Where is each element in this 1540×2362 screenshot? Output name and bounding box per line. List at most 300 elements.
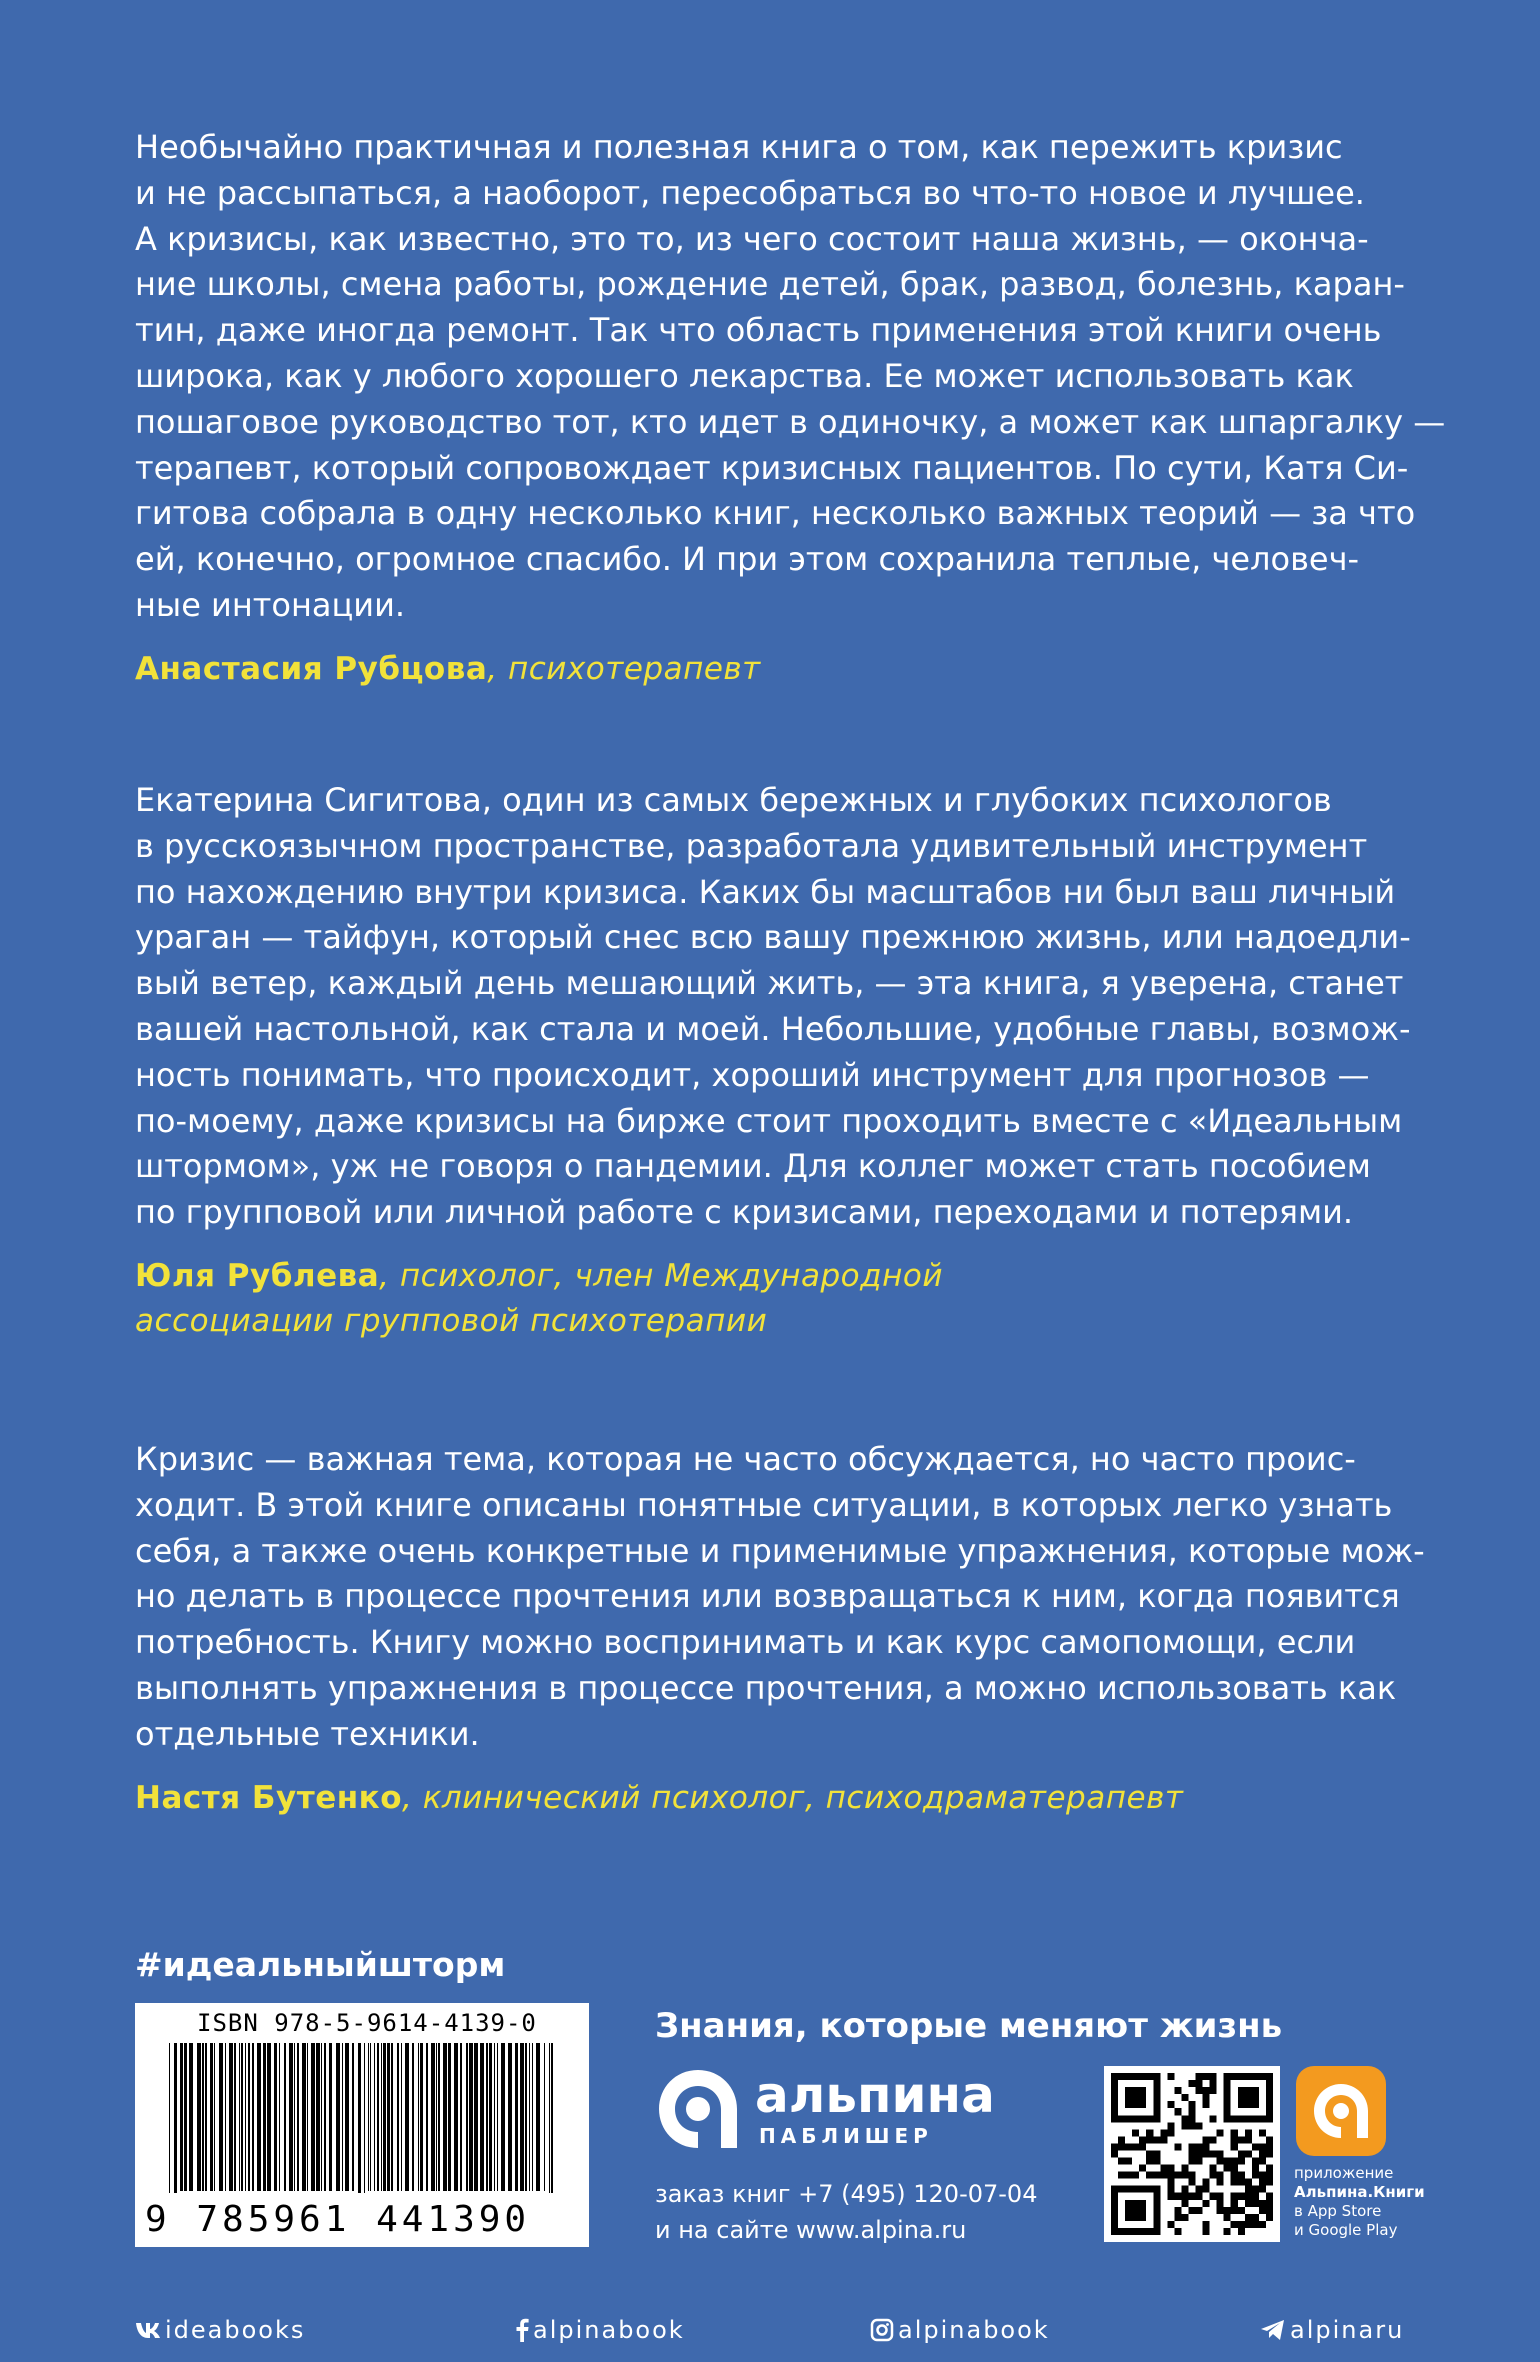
qr-module <box>1174 2207 1181 2214</box>
qr-module <box>1146 2129 1153 2136</box>
review-line: себя, а также очень конкретные и применимые упражнения, которые мож- <box>135 1531 1425 1570</box>
qr-module <box>1252 2172 1259 2179</box>
review-line: по-моему, даже кризисы на бирже стоит проходить вместе с «Идеальным <box>135 1101 1403 1140</box>
qr-module <box>1259 2179 1266 2186</box>
review-1 <box>135 125 1446 692</box>
barcode-bar <box>202 2043 204 2191</box>
qr-module <box>1203 2073 1210 2080</box>
qr-module <box>1210 2150 1217 2157</box>
barcode-bar <box>245 2043 246 2191</box>
qr-module <box>1146 2172 1153 2179</box>
signature-line <box>135 1254 1405 1299</box>
barcode-bar <box>370 2043 371 2191</box>
qr-module <box>1259 2186 1266 2193</box>
barcode-bar <box>391 2043 393 2191</box>
order-info <box>655 2176 1037 2248</box>
qr-module <box>1196 2143 1203 2150</box>
facebook-icon <box>515 2318 529 2342</box>
review-author: Анастасия Рубцова <box>135 650 488 687</box>
barcode-bar <box>174 2043 177 2193</box>
barcode-bar <box>345 2043 349 2191</box>
qr-module <box>1231 2193 1238 2200</box>
review-line: ей, конечно, огромное спасибо. И при этом сохранила теплые, человеч- <box>135 540 1360 579</box>
barcode-bar <box>532 2043 533 2191</box>
qr-module <box>1259 2207 1266 2214</box>
barcode-bar <box>397 2043 399 2191</box>
qr-module <box>1196 2122 1203 2129</box>
barcode-bar <box>387 2043 390 2191</box>
qr-module <box>1238 2179 1245 2186</box>
qr-module <box>1245 2214 1252 2221</box>
barcode-bar <box>189 2043 193 2191</box>
qr-module <box>1181 2172 1188 2179</box>
qr-module <box>1217 2200 1224 2207</box>
facebook-handle: alpinabook <box>533 2316 685 2344</box>
qr-module <box>1217 2129 1224 2136</box>
qr-module <box>1217 2193 1224 2200</box>
qr-module <box>1167 2122 1174 2129</box>
qr-module <box>1252 2143 1259 2150</box>
barcode-bar <box>377 2043 379 2191</box>
review-line: вашей настольной, как стала и моей. Небольшие, удобные главы, возмож- <box>135 1009 1411 1048</box>
qr-module <box>1210 2073 1217 2080</box>
qr-module <box>1160 2136 1167 2143</box>
qr-module <box>1188 2193 1195 2200</box>
qr-module <box>1181 2186 1188 2193</box>
social-instagram[interactable] <box>870 2316 1050 2344</box>
barcode-bar <box>284 2043 286 2191</box>
qr-module <box>1139 2136 1146 2143</box>
barcode-bar <box>497 2043 498 2191</box>
qr-finder-pattern <box>1125 2087 1146 2108</box>
qr-module <box>1196 2186 1203 2193</box>
qr-module <box>1203 2200 1210 2207</box>
barcode-bar <box>294 2043 295 2191</box>
barcode-bar <box>494 2043 495 2191</box>
barcode-bar <box>180 2043 183 2191</box>
qr-module <box>1245 2150 1252 2157</box>
qr-module <box>1238 2228 1245 2235</box>
qr-module <box>1146 2158 1153 2165</box>
qr-module <box>1203 2221 1210 2228</box>
barcode-bar <box>352 2043 354 2191</box>
qr-module <box>1224 2158 1231 2165</box>
barcode-bar <box>169 2043 170 2193</box>
barcode-bar <box>426 2043 428 2191</box>
qr-module <box>1252 2186 1259 2193</box>
barcode-bar <box>474 2043 478 2191</box>
qr-module <box>1167 2186 1174 2193</box>
qr-module <box>1188 2108 1195 2115</box>
publisher-logo <box>655 2066 995 2156</box>
qr-module <box>1238 2193 1245 2200</box>
barcode-bar <box>324 2043 326 2191</box>
qr-module <box>1252 2221 1259 2228</box>
barcode-bar <box>239 2043 240 2191</box>
qr-module <box>1224 2207 1231 2214</box>
qr-module <box>1167 2073 1174 2080</box>
qr-module <box>1266 2214 1273 2221</box>
qr-module <box>1266 2207 1273 2214</box>
barcode-bar <box>420 2043 423 2191</box>
qr-module <box>1111 2143 1118 2150</box>
review-line: но делать в процессе прочтения или возвращаться к ним, когда появится <box>135 1577 1400 1616</box>
barcode-bar <box>210 2043 213 2191</box>
review-text <box>135 778 1411 1236</box>
telegram-icon <box>1260 2319 1286 2341</box>
qr-module <box>1217 2158 1224 2165</box>
qr-module <box>1181 2122 1188 2129</box>
review-text <box>135 125 1446 629</box>
qr-module <box>1210 2165 1217 2172</box>
review-line: по групповой или личной работе с кризисами, переходами и потерями. <box>135 1193 1354 1232</box>
barcode-bar <box>489 2043 492 2191</box>
publisher-subtitle: ПАБЛИШЕР <box>759 2124 933 2148</box>
qr-module <box>1266 2179 1273 2186</box>
qr-module <box>1111 2150 1118 2157</box>
barcode-bar <box>316 2043 320 2191</box>
vk-handle: ideabooks <box>165 2316 306 2344</box>
qr-module <box>1217 2172 1224 2179</box>
barcode-bar <box>297 2043 299 2191</box>
social-links <box>135 2316 1405 2356</box>
qr-module <box>1266 2193 1273 2200</box>
qr-module <box>1167 2221 1174 2228</box>
review-3 <box>135 1437 1425 1821</box>
qr-module <box>1266 2136 1273 2143</box>
review-line: штормом», уж не говоря о пандемии. Для коллег может стать пособием <box>135 1147 1371 1186</box>
barcode-bar <box>401 2043 402 2191</box>
qr-module <box>1118 2143 1125 2150</box>
review-line: ходит. В этой книге описаны понятные ситуации, в которых легко узнать <box>135 1485 1393 1524</box>
review-text <box>135 1437 1425 1758</box>
barcode-bar <box>529 2043 530 2191</box>
order-phone: заказ книг +7 (495) 120-07-04 <box>655 2180 1038 2208</box>
qr-module <box>1196 2073 1203 2080</box>
qr-module <box>1160 2129 1167 2136</box>
qr-module <box>1181 2115 1188 2122</box>
barcode-bar <box>520 2043 524 2191</box>
qr-module <box>1188 2179 1195 2186</box>
qr-module <box>1252 2165 1259 2172</box>
qr-module <box>1259 2200 1266 2207</box>
qr-finder-pattern <box>1125 2200 1146 2221</box>
qr-module <box>1238 2150 1245 2157</box>
barcode-bar <box>486 2043 488 2191</box>
qr-module <box>1196 2193 1203 2200</box>
slogan: Знания, которые меняют жизнь <box>655 2006 1283 2046</box>
review-line: отдельные техники. <box>135 1714 480 1753</box>
barcode-bar <box>383 2043 386 2191</box>
qr-module <box>1188 2143 1195 2150</box>
barcode-bar <box>466 2043 468 2191</box>
review-line: пошаговое руководство тот, кто идет в одиночку, а может как шпаргалку — <box>135 402 1446 441</box>
barcode-bar <box>302 2043 306 2191</box>
qr-module <box>1167 2101 1174 2108</box>
qr-module <box>1245 2221 1252 2228</box>
qr-module <box>1174 2214 1181 2221</box>
review-line: в русскоязычном пространстве, разработала удивительный инструмент <box>135 826 1368 865</box>
qr-module <box>1196 2080 1203 2087</box>
barcode-bar <box>241 2043 243 2191</box>
qr-module <box>1118 2136 1125 2143</box>
isbn-barcode <box>135 2003 589 2247</box>
qr-module <box>1259 2143 1266 2150</box>
qr-module <box>1188 2207 1195 2214</box>
review-line: А кризисы, как известно, это то, из чего состоит наша жизнь, — оконча- <box>135 219 1369 258</box>
barcode-bar <box>418 2043 419 2191</box>
barcode-bar <box>336 2043 340 2191</box>
qr-module <box>1174 2228 1181 2235</box>
barcode-bar <box>329 2043 332 2191</box>
barcode-bar <box>205 2043 207 2191</box>
barcode-bar <box>234 2043 236 2191</box>
qr-module <box>1217 2207 1224 2214</box>
instagram-icon <box>870 2318 894 2342</box>
hashtag: #идеальныйшторм <box>135 1945 506 1984</box>
social-telegram[interactable] <box>1260 2316 1404 2344</box>
barcode-bar <box>214 2043 215 2191</box>
qr-module <box>1132 2143 1139 2150</box>
barcode-bar <box>436 2043 437 2191</box>
qr-module <box>1167 2165 1174 2172</box>
qr-module <box>1245 2186 1252 2193</box>
qr-module <box>1153 2150 1160 2157</box>
qr-module <box>1174 2172 1181 2179</box>
qr-module <box>1203 2228 1210 2235</box>
qr-module <box>1203 2101 1210 2108</box>
review-line: потребность. Книгу можно воспринимать и как курс самопомощи, если <box>135 1623 1356 1662</box>
qr-module <box>1252 2214 1259 2221</box>
barcode-bar <box>263 2043 266 2191</box>
review-line: выполнять упражнения в процессе прочтения, а можно использовать как <box>135 1668 1397 1707</box>
qr-module <box>1188 2122 1195 2129</box>
qr-module <box>1231 2200 1238 2207</box>
barcode-bar <box>229 2043 233 2191</box>
isbn-number: ISBN 978-5-9614-4139-0 <box>197 2009 537 2037</box>
barcode-bar <box>381 2043 382 2191</box>
signature-line <box>135 647 1405 692</box>
qr-module <box>1139 2165 1146 2172</box>
qr-module <box>1174 2193 1181 2200</box>
qr-module <box>1266 2143 1273 2150</box>
qr-module <box>1167 2129 1174 2136</box>
qr-module <box>1203 2143 1210 2150</box>
qr-module <box>1160 2172 1167 2179</box>
qr-module <box>1252 2193 1259 2200</box>
qr-module <box>1153 2136 1160 2143</box>
qr-module <box>1238 2207 1245 2214</box>
barcode-bar <box>454 2043 458 2191</box>
qr-module <box>1196 2150 1203 2157</box>
barcode-bar <box>321 2043 322 2191</box>
barcode-bar <box>536 2043 540 2191</box>
telegram-handle: alpinaru <box>1290 2316 1405 2344</box>
qr-module <box>1245 2200 1252 2207</box>
review-line: вый ветер, каждый день мешающий жить, — эта книга, я уверена, станет <box>135 964 1404 1003</box>
barcode-bar <box>279 2043 280 2191</box>
review-2 <box>135 778 1411 1344</box>
qr-module <box>1203 2136 1210 2143</box>
review-line: Необычайно практичная и полезная книга о том, как пережить кризис <box>135 128 1343 166</box>
qr-module <box>1181 2200 1188 2207</box>
qr-module <box>1210 2087 1217 2094</box>
qr-module <box>1217 2150 1224 2157</box>
barcode-bar <box>460 2043 462 2191</box>
barcode-bar <box>342 2043 343 2191</box>
review-author: Настя Бутенко <box>135 1779 402 1816</box>
qr-module <box>1125 2158 1132 2165</box>
barcode-bar <box>184 2043 187 2191</box>
barcode-bar <box>289 2043 293 2191</box>
barcode-bar <box>252 2043 254 2191</box>
qr-module <box>1125 2172 1132 2179</box>
barcode-bar <box>551 2043 553 2193</box>
qr-module <box>1231 2179 1238 2186</box>
review-author-role: , психотерапевт <box>487 650 761 687</box>
app-caption-line: и Google Play <box>1294 2221 1398 2239</box>
review-author-role: , клинический психолог, психодраматерапевт <box>402 1779 1184 1816</box>
review-line: гитова собрала в одну несколько книг, несколько важных теорий — за что <box>135 494 1416 533</box>
qr-module <box>1231 2136 1238 2143</box>
barcode-bar <box>248 2043 250 2191</box>
barcode-bar <box>358 2043 361 2193</box>
barcode-bar <box>469 2043 473 2191</box>
barcode-bar <box>197 2043 201 2191</box>
qr-module <box>1146 2150 1153 2157</box>
qr-module <box>1118 2172 1125 2179</box>
qr-module <box>1188 2150 1195 2157</box>
qr-module <box>1118 2158 1125 2165</box>
qr-module <box>1238 2172 1245 2179</box>
instagram-handle: alpinabook <box>898 2316 1050 2344</box>
qr-module <box>1245 2193 1252 2200</box>
app-name: Альпина.Книги <box>1294 2183 1425 2201</box>
vk-icon <box>135 2321 161 2339</box>
qr-module <box>1210 2193 1217 2200</box>
qr-module <box>1196 2207 1203 2214</box>
app-badge <box>1296 2066 1386 2156</box>
qr-module <box>1132 2129 1139 2136</box>
qr-module <box>1139 2143 1146 2150</box>
barcode-bar <box>508 2043 512 2191</box>
review-author-role: ассоциации групповой психотерапии <box>135 1302 768 1339</box>
alpina-books-app-icon <box>1296 2066 1386 2156</box>
qr-module <box>1266 2200 1273 2207</box>
barcode-bar <box>364 2043 365 2193</box>
isbn-digits: 9 785961 441390 <box>145 2199 531 2240</box>
qr-module <box>1252 2200 1259 2207</box>
review-line: широка, как у любого хорошего лекарства. Ее может использовать как <box>135 356 1354 395</box>
barcode-bar <box>549 2043 550 2193</box>
barcode-bar <box>448 2043 451 2191</box>
review-author-role: , психолог, член Международной <box>379 1257 943 1294</box>
qr-module <box>1238 2221 1245 2228</box>
barcode-bar <box>307 2043 308 2191</box>
review-author: Юля Рублева <box>135 1257 380 1294</box>
qr-module <box>1266 2150 1273 2157</box>
qr-module <box>1125 2143 1132 2150</box>
review-line: ние школы, смена работы, рождение детей, брак, развод, болезнь, каран- <box>135 265 1405 304</box>
social-facebook[interactable] <box>515 2316 685 2344</box>
qr-module <box>1231 2129 1238 2136</box>
barcode-bar <box>525 2043 527 2191</box>
barcode-bar <box>443 2043 447 2191</box>
barcode-bar <box>501 2043 505 2191</box>
qr-module <box>1203 2179 1210 2186</box>
barcode-bar <box>374 2043 375 2191</box>
qr-module <box>1238 2136 1245 2143</box>
qr-module <box>1231 2158 1238 2165</box>
qr-module <box>1238 2158 1245 2165</box>
qr-module <box>1188 2172 1195 2179</box>
publisher-name: альпина <box>755 2066 995 2124</box>
qr-module <box>1188 2080 1195 2087</box>
review-line: ные интонации. <box>135 585 406 624</box>
qr-module <box>1259 2221 1266 2228</box>
barcode-bar <box>267 2043 271 2191</box>
qr-module <box>1203 2186 1210 2193</box>
social-vk[interactable] <box>135 2316 305 2344</box>
qr-module <box>1210 2115 1217 2122</box>
qr-module <box>1210 2172 1217 2179</box>
qr-module <box>1259 2129 1266 2136</box>
barcode-bar <box>219 2043 223 2191</box>
qr-module <box>1174 2087 1181 2094</box>
qr-module <box>1181 2214 1188 2221</box>
qr-module <box>1188 2158 1195 2165</box>
qr-finder-pattern <box>1238 2087 1259 2108</box>
review-line: Кризис — важная тема, которая не часто обсуждается, но часто проис- <box>135 1440 1356 1478</box>
barcode-bar <box>515 2043 518 2191</box>
qr-module <box>1160 2165 1167 2172</box>
qr-module <box>1210 2080 1217 2087</box>
review-line: ураган — тайфун, который снес всю вашу прежнюю жизнь, или надоедли- <box>135 918 1411 957</box>
qr-code <box>1104 2066 1280 2242</box>
qr-module <box>1231 2143 1238 2150</box>
barcode-bar <box>257 2043 261 2191</box>
qr-module <box>1132 2172 1139 2179</box>
qr-module <box>1153 2158 1160 2165</box>
app-caption-line: в App Store <box>1294 2202 1382 2220</box>
barcode-bar <box>544 2043 545 2191</box>
barcode-bar <box>368 2043 369 2191</box>
qr-module <box>1231 2221 1238 2228</box>
barcode-bar <box>225 2043 226 2191</box>
review-line: тин, даже иногда ремонт. Так что область применения этой книги очень <box>135 311 1382 350</box>
qr-module <box>1245 2129 1252 2136</box>
review-line: терапевт, который сопровождает кризисных пациентов. По сути, Катя Си- <box>135 448 1409 487</box>
barcode-bar <box>480 2043 484 2191</box>
barcode-bar <box>274 2043 277 2191</box>
barcode-bar <box>431 2043 435 2191</box>
qr-module <box>1181 2165 1188 2172</box>
app-caption-line: приложение <box>1294 2164 1394 2182</box>
qr-module <box>1217 2179 1224 2186</box>
qr-module <box>1181 2094 1188 2101</box>
qr-module <box>1266 2165 1273 2172</box>
qr-module <box>1203 2094 1210 2101</box>
qr-module <box>1245 2179 1252 2186</box>
qr-module <box>1167 2172 1174 2179</box>
qr-module <box>1167 2193 1174 2200</box>
qr-module <box>1203 2150 1210 2157</box>
review-signature <box>135 1254 1405 1344</box>
qr-module <box>1224 2165 1231 2172</box>
qr-module <box>1181 2193 1188 2200</box>
alpina-logo-icon <box>655 2066 741 2152</box>
qr-module <box>1153 2172 1160 2179</box>
